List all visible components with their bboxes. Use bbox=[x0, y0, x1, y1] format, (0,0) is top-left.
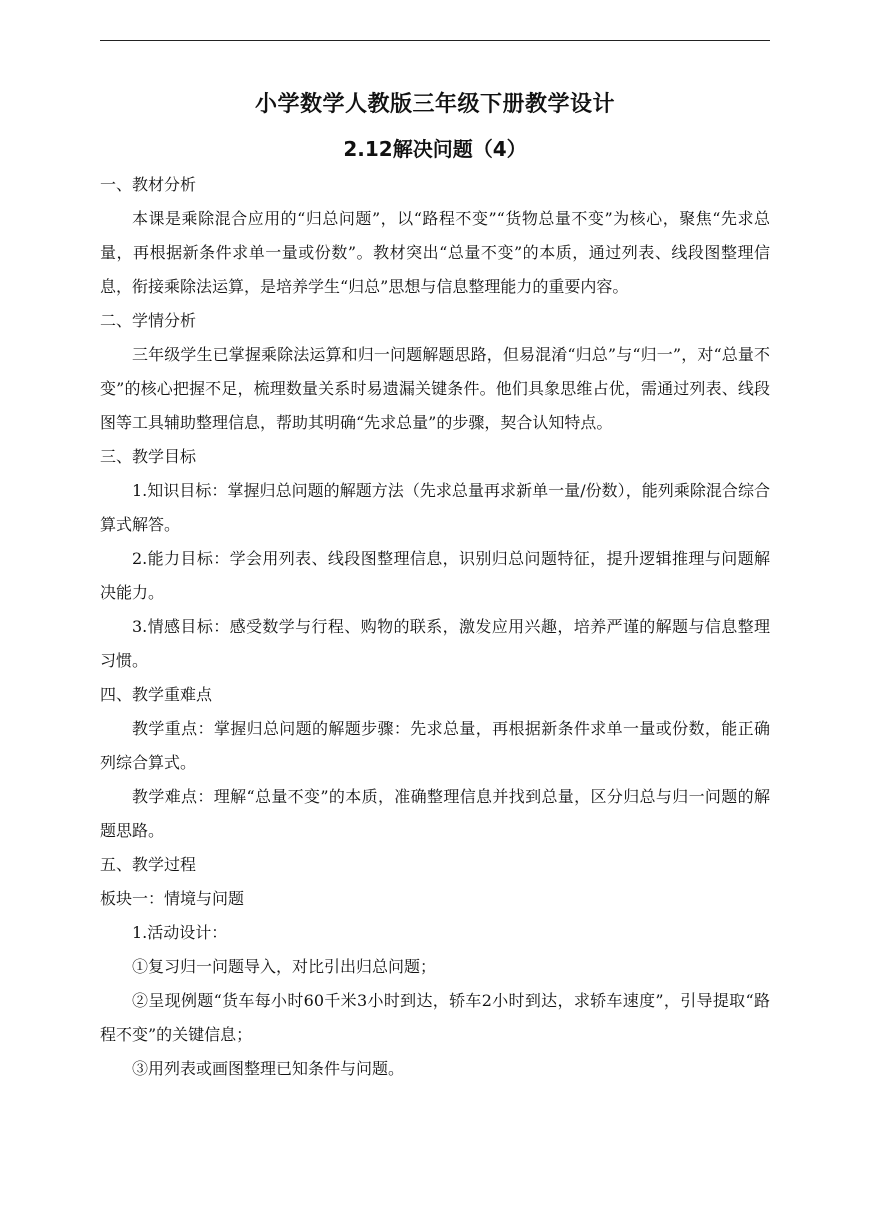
paragraph-student-analysis: 三年级学生已掌握乘除法运算和归一问题解题思路，但易混淆“归总”与“归一”，对“总量不变”的核心把握不足，梳理数量关系时易遗漏关键条件。他们具象思维占优，需通过列表、线段图等工具辅助整理信息，帮助其明确“先求总量”的步骤，契合认知特点。 bbox=[100, 345, 770, 432]
paragraph-activity-step-2: ②呈现例题“货车每小时60千米3小时到达，轿车2小时到达，求轿车速度”，引导提取“路程不变”的关键信息； bbox=[100, 991, 770, 1044]
paragraph-key-point: 教学重点：掌握归总问题的解题步骤：先求总量，再根据新条件求单一量或份数，能正确列综合算式。 bbox=[100, 719, 770, 772]
paragraph-ability-goal: 2.能力目标：学会用列表、线段图整理信息，识别归总问题特征，提升逻辑推理与问题解决能力。 bbox=[100, 549, 770, 602]
document-body bbox=[100, 80, 770, 1086]
document-title: 小学数学人教版三年级下册教学设计 bbox=[254, 92, 615, 117]
paragraph-activity-step-1: ①复习归一问题导入，对比引出归总问题； bbox=[132, 957, 437, 976]
paragraph-activity-step-3: ③用列表或画图整理已知条件与问题。 bbox=[132, 1059, 405, 1078]
lesson-subtitle: 2.12解决问题（4） bbox=[343, 137, 527, 161]
section-heading-student-analysis: 二、学情分析 bbox=[100, 311, 197, 330]
paragraph-emotion-goal: 3.情感目标：感受数学与行程、购物的联系，激发应用兴趣，培养严谨的解题与信息整理习惯。 bbox=[100, 617, 770, 670]
paragraph-difficult-point: 教学难点：理解“总量不变”的本质，准确整理信息并找到总量，区分归总与归一问题的解题思路。 bbox=[100, 787, 770, 840]
section-heading-teaching-process: 五、教学过程 bbox=[100, 855, 197, 874]
section-heading-teaching-goals: 三、教学目标 bbox=[100, 447, 197, 466]
paragraph-knowledge-goal: 1.知识目标：掌握归总问题的解题方法（先求总量再求新单一量/份数），能列乘除混合综合算式解答。 bbox=[100, 481, 770, 534]
header-rule bbox=[100, 40, 770, 41]
paragraph-textbook-analysis: 本课是乘除混合应用的“归总问题”，以“路程不变”“货物总量不变”为核心，聚焦“先求总量，再根据新条件求单一量或份数”。教材突出“总量不变”的本质，通过列表、线段图整理信息，衔接乘除法运算，是培养学生“归总”思想与信息整理能力的重要内容。 bbox=[100, 209, 770, 296]
section-heading-key-difficult-points: 四、教学重难点 bbox=[100, 685, 213, 704]
section-heading-textbook-analysis: 一、教材分析 bbox=[100, 175, 197, 194]
paragraph-activity-design: 1.活动设计： bbox=[132, 923, 228, 942]
block-heading-situation-problem: 板块一：情境与问题 bbox=[100, 889, 245, 908]
